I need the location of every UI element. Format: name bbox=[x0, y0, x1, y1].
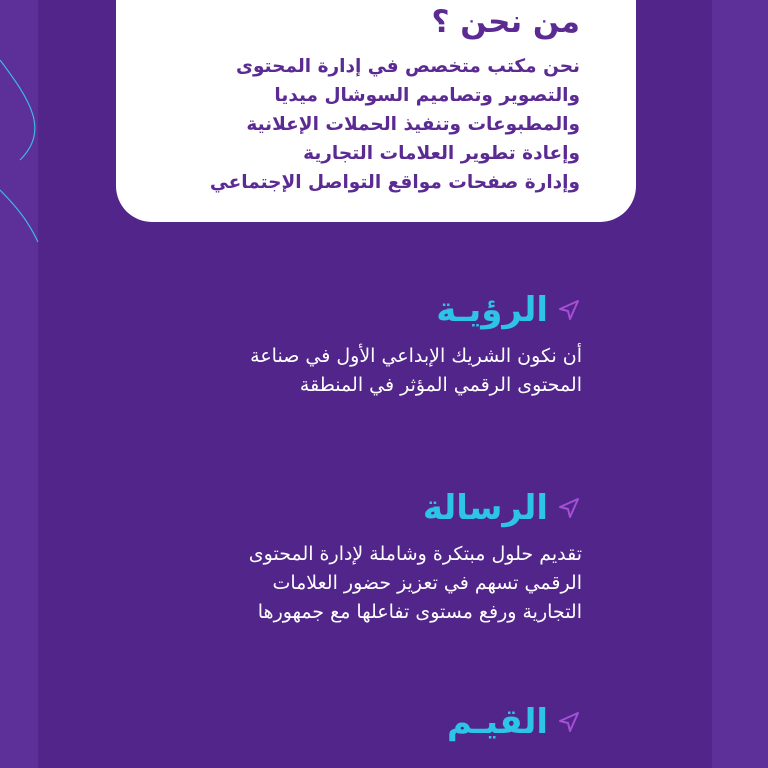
values-heading bbox=[162, 700, 582, 744]
about-line: وإعادة تطوير العلامات التجارية bbox=[303, 143, 580, 164]
right-border-strip bbox=[712, 0, 768, 768]
values-section bbox=[162, 700, 582, 744]
vision-line: المحتوى الرقمي المؤثر في المنطقة bbox=[299, 374, 582, 396]
mission-section bbox=[162, 486, 582, 627]
vision-title: الرؤيـة bbox=[436, 290, 548, 330]
about-line: نحن مكتب متخصص في إدارة المحتوى bbox=[236, 56, 580, 77]
about-line: والتصوير وتصاميم السوشال ميديا bbox=[274, 85, 580, 106]
about-line: والمطبوعات وتنفيذ الحملات الإعلانية bbox=[246, 114, 580, 135]
vision-text bbox=[162, 342, 582, 400]
paper-plane-arrow-icon bbox=[556, 709, 582, 735]
about-text bbox=[156, 52, 580, 197]
mission-line: التجارية ورفع مستوى تفاعلها مع جمهورها bbox=[257, 601, 582, 623]
values-title: القيـم bbox=[446, 702, 548, 742]
about-card bbox=[116, 0, 636, 222]
vision-section bbox=[162, 288, 582, 400]
vision-heading bbox=[162, 288, 582, 332]
mission-line: تقديم حلول مبتكرة وشاملة لإدارة المحتوى bbox=[248, 543, 582, 565]
mission-heading bbox=[162, 486, 582, 530]
decorative-curve-lines bbox=[0, 0, 60, 300]
mission-text bbox=[162, 540, 582, 627]
about-line: وإدارة صفحات مواقع التواصل الإجتماعي bbox=[209, 172, 580, 193]
mission-title: الرسالة bbox=[422, 488, 548, 528]
mission-line: الرقمي تسهم في تعزيز حضور العلامات bbox=[272, 572, 582, 594]
vision-line: أن نكون الشريك الإبداعي الأول في صناعة bbox=[250, 345, 582, 367]
about-title: من نحن ؟ bbox=[431, 4, 580, 40]
paper-plane-arrow-icon bbox=[556, 495, 582, 521]
paper-plane-arrow-icon bbox=[556, 297, 582, 323]
